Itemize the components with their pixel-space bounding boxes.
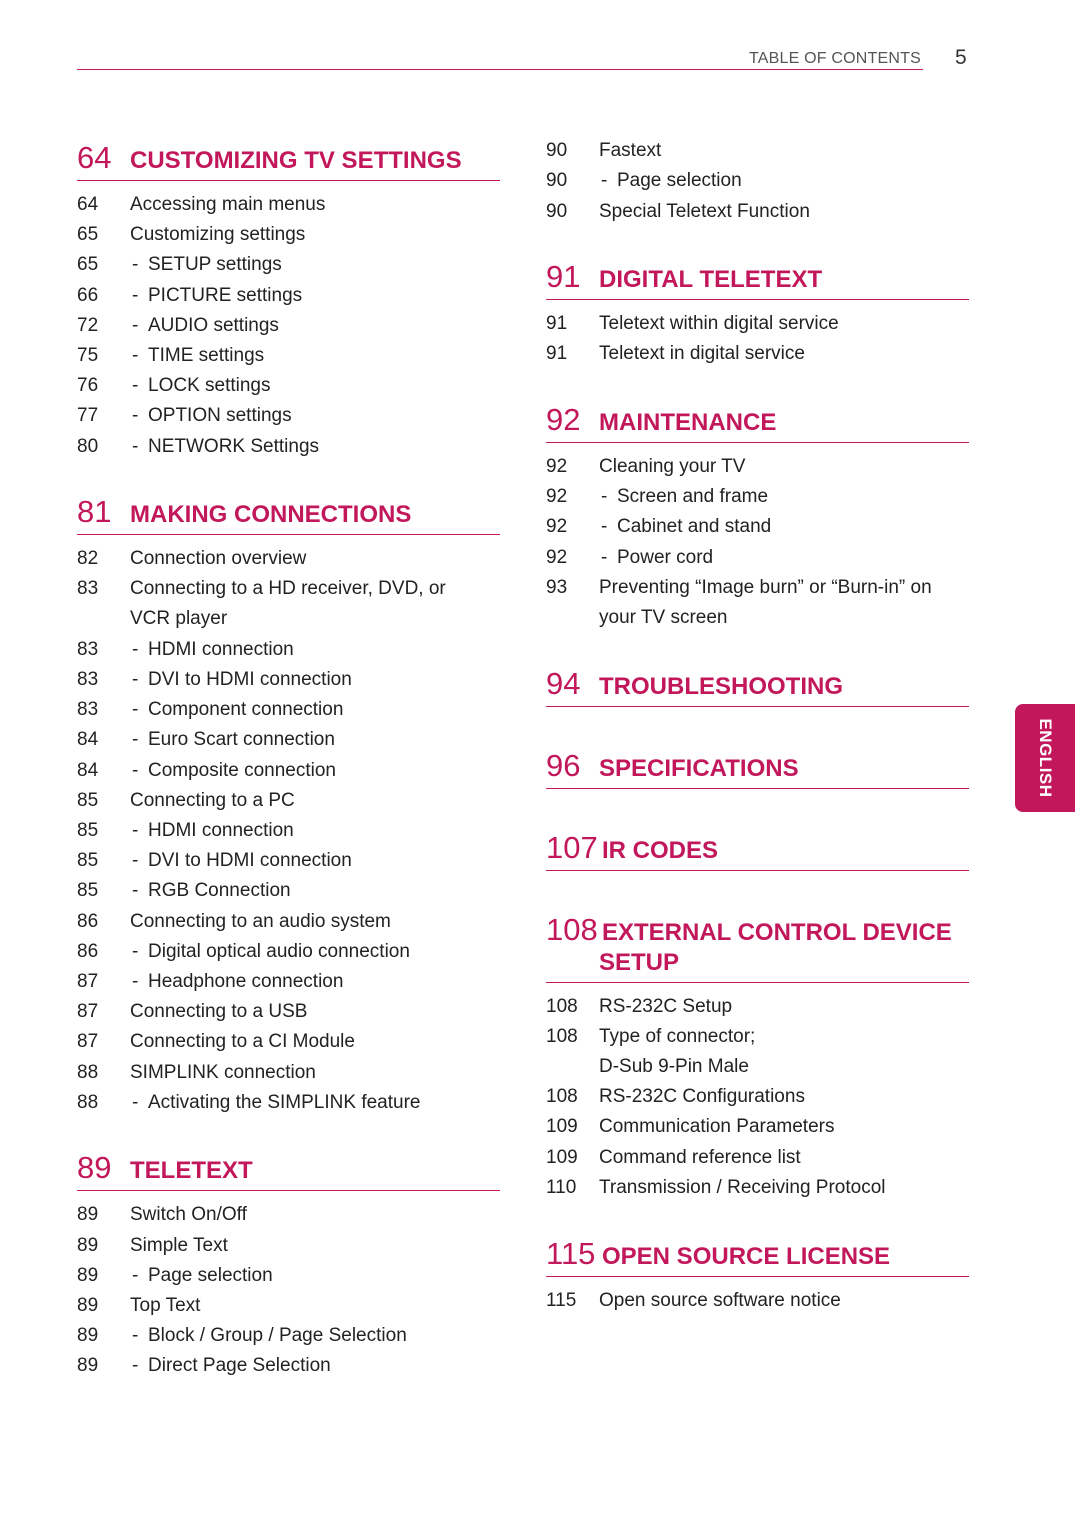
entry-text: Accessing main menus [130, 194, 326, 215]
entry-text: RS-232C Setup [599, 996, 733, 1017]
entry-text: Block / Group / Page Selection [148, 1325, 407, 1346]
section-title: MAINTENANCE [599, 409, 777, 436]
entry-text: Connecting to a CI Module [130, 1031, 355, 1052]
entry-page: 90 [546, 201, 568, 222]
entry-page: 89 [77, 1235, 99, 1256]
entry-page: 108 [546, 1086, 578, 1107]
entry-page: 85 [77, 820, 99, 841]
entry-text: Transmission / Receiving Protocol [599, 1177, 886, 1198]
page-number: 5 [955, 46, 967, 69]
entry-page: 108 [546, 1026, 578, 1047]
section-page-number: 96 [546, 748, 581, 783]
entry-text: Communication Parameters [599, 1116, 835, 1137]
section-title: SPECIFICATIONS [599, 755, 799, 782]
section-heading[interactable] [546, 1236, 969, 1277]
section-page-number: 89 [77, 1150, 112, 1185]
entry-text: Type of connector; [599, 1026, 756, 1047]
section-page-number: 92 [546, 402, 581, 437]
entry-page: 82 [77, 548, 99, 569]
section-title: CUSTOMIZING TV SETTINGS [130, 147, 462, 174]
section-page-number: 91 [546, 259, 581, 294]
section-page-number: 94 [546, 666, 581, 701]
entry-page: 92 [546, 547, 568, 568]
section-page-number: 81 [77, 494, 112, 529]
entry-text: Component connection [148, 699, 344, 720]
entry-page: 65 [77, 224, 99, 245]
entry-page: 89 [77, 1325, 99, 1346]
entry-page: 80 [77, 436, 99, 457]
entry-page: 91 [546, 343, 568, 364]
entry-page: 90 [546, 140, 568, 161]
entry-text: SIMPLINK connection [130, 1062, 316, 1083]
entry-page: 115 [546, 1290, 577, 1311]
entry-page: 90 [546, 170, 568, 191]
entry-text: SETUP settings [148, 254, 282, 275]
entry-text: DVI to HDMI connection [148, 669, 352, 690]
running-header-title: TABLE OF CONTENTS [749, 50, 922, 67]
section-page-number: 115 [546, 1236, 596, 1271]
entry-text: Euro Scart connection [148, 729, 335, 750]
entry-text: Connecting to a USB [130, 1001, 308, 1022]
entry-text: DVI to HDMI connection [148, 850, 352, 871]
section-title: TROUBLESHOOTING [599, 673, 843, 700]
entry-text: Cabinet and stand [617, 516, 772, 537]
language-tab-label: ENGLISH [1036, 718, 1055, 798]
section-title: OPEN SOURCE LICENSE [602, 1243, 891, 1270]
entry-text: Teletext in digital service [599, 343, 805, 364]
section-heading[interactable] [546, 830, 969, 871]
section-title: TELETEXT [130, 1157, 253, 1184]
section-heading[interactable] [546, 402, 969, 443]
entry-page: 87 [77, 971, 99, 992]
entry-text: RS-232C Configurations [599, 1086, 805, 1107]
section-heading[interactable] [546, 748, 969, 789]
entry-page: 89 [77, 1355, 99, 1376]
entry-text: Fastext [599, 140, 662, 161]
entry-page: 88 [77, 1092, 99, 1113]
entry-text: Simple Text [130, 1235, 228, 1256]
section-heading[interactable] [546, 666, 969, 707]
section-page-number: 107 [546, 830, 598, 865]
entry-text: Connecting to a PC [130, 790, 295, 811]
entry-text: LOCK settings [148, 375, 271, 396]
header-divider [77, 69, 923, 70]
section-page-number: 64 [77, 140, 112, 175]
entry-page: 109 [546, 1116, 578, 1137]
entry-page: 87 [77, 1001, 99, 1022]
entry-page: 92 [546, 486, 568, 507]
entry-text: Page selection [617, 170, 742, 191]
entry-page: 89 [77, 1204, 99, 1225]
entry-page: 108 [546, 996, 578, 1017]
section-title: DIGITAL TELETEXT [599, 266, 823, 293]
entry-page: 72 [77, 315, 99, 336]
entry-page: 85 [77, 790, 99, 811]
entry-text: HDMI connection [148, 820, 294, 841]
entry-page: 84 [77, 729, 99, 750]
entry-text: Preventing “Image burn” or “Burn-in” on [599, 577, 932, 598]
entry-page: 109 [546, 1147, 578, 1168]
entry-page: 89 [77, 1265, 99, 1286]
section-heading[interactable] [77, 140, 500, 181]
entry-text: VCR player [130, 608, 228, 629]
entry-page: 83 [77, 699, 99, 720]
entry-text: Connection overview [130, 548, 307, 569]
entry-page: 92 [546, 516, 568, 537]
entry-page: 85 [77, 850, 99, 871]
entry-page: 86 [77, 941, 99, 962]
entry-text: Composite connection [148, 760, 336, 781]
entry-page: 65 [77, 254, 99, 275]
entry-page: 77 [77, 405, 99, 426]
section-page-number: 108 [546, 912, 598, 947]
entry-page: 84 [77, 760, 99, 781]
section-title-line2: SETUP [599, 949, 680, 976]
entry-text: Headphone connection [148, 971, 344, 992]
entry-text: Top Text [130, 1295, 201, 1316]
entry-page: 86 [77, 911, 99, 932]
entry-page: 93 [546, 577, 568, 598]
entry-page: 92 [546, 456, 568, 477]
entry-page: 83 [77, 669, 99, 690]
entry-text: D-Sub 9-Pin Male [599, 1056, 749, 1077]
entry-page: 66 [77, 285, 99, 306]
entry-page: 87 [77, 1031, 99, 1052]
entry-text: Cleaning your TV [599, 456, 746, 477]
section-heading[interactable] [546, 259, 969, 300]
entry-text: Power cord [617, 547, 714, 568]
entry-page: 88 [77, 1062, 99, 1083]
entry-page: 89 [77, 1295, 99, 1316]
entry-text: Open source software notice [599, 1290, 841, 1311]
entry-page: 85 [77, 880, 99, 901]
section-title: IR CODES [602, 837, 719, 864]
entry-text: Teletext within digital service [599, 313, 839, 334]
section-title: MAKING CONNECTIONS [130, 501, 412, 528]
entry-text: Switch On/Off [130, 1204, 247, 1225]
section-heading[interactable] [77, 494, 500, 535]
entry-text: Special Teletext Function [599, 201, 810, 222]
language-tab[interactable] [1015, 704, 1075, 812]
entry-text: Page selection [148, 1265, 273, 1286]
entry-text: Activating the SIMPLINK feature [148, 1092, 421, 1113]
entry-text: NETWORK Settings [148, 436, 320, 457]
entry-page: 83 [77, 578, 99, 599]
entry-text: Digital optical audio connection [148, 941, 410, 962]
entry-text: HDMI connection [148, 639, 294, 660]
entry-text: PICTURE settings [148, 285, 303, 306]
entry-text: Customizing settings [130, 224, 306, 245]
entry-text: TIME settings [148, 345, 265, 366]
entry-page: 110 [546, 1177, 577, 1198]
entry-page: 64 [77, 194, 99, 215]
entry-page: 75 [77, 345, 99, 366]
section-title: EXTERNAL CONTROL DEVICE [602, 919, 952, 946]
entry-page: 76 [77, 375, 99, 396]
entry-text: AUDIO settings [148, 315, 279, 336]
entry-text: your TV screen [599, 607, 728, 628]
entry-text: OPTION settings [148, 405, 292, 426]
entry-page: 83 [77, 639, 99, 660]
entry-text: Connecting to a HD receiver, DVD, or [130, 578, 446, 599]
entry-text: Connecting to an audio system [130, 911, 391, 932]
entry-page: 91 [546, 313, 568, 334]
entry-text: RGB Connection [148, 880, 291, 901]
entry-text: Screen and frame [617, 486, 769, 507]
section-heading[interactable] [77, 1150, 500, 1191]
entry-text: Command reference list [599, 1147, 801, 1168]
section-heading[interactable] [546, 912, 969, 983]
entry-text: Direct Page Selection [148, 1355, 331, 1376]
